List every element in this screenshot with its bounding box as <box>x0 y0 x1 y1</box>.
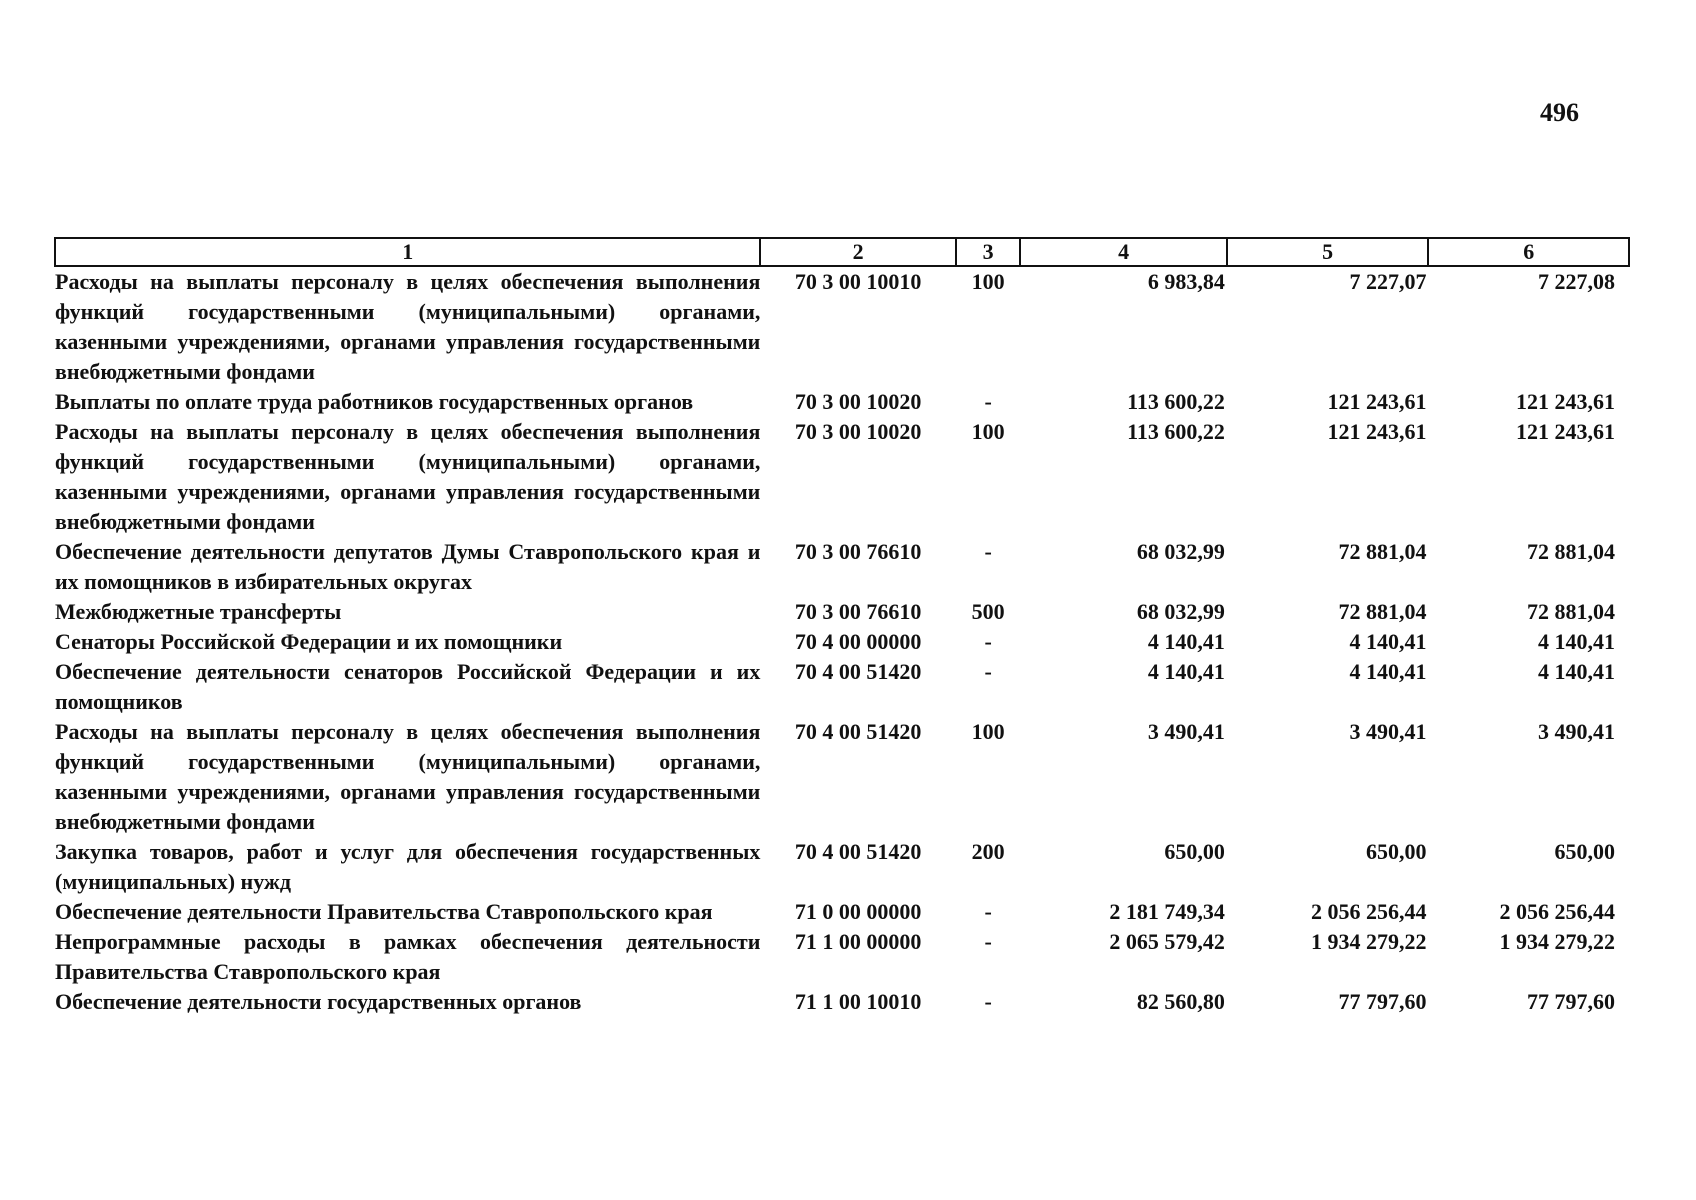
amount-col-6: 121 243,61 <box>1516 419 1615 444</box>
table-row <box>55 266 1629 387</box>
table-body <box>55 266 1629 1017</box>
amount-col-5: 4 140,41 <box>1349 659 1427 684</box>
target-article-code: 70 4 00 00000 <box>794 629 922 654</box>
table-row <box>55 537 1629 597</box>
expense-type-code: - <box>984 989 992 1014</box>
header-cell: 4 <box>1020 238 1227 266</box>
expense-name: Выплаты по оплате труда работников государственных органов <box>55 389 694 414</box>
amount-col-6: 4 140,41 <box>1538 629 1615 654</box>
amount-col-4: 113 600,22 <box>1127 389 1225 414</box>
table-row <box>55 417 1629 537</box>
expense-name: Обеспечение деятельности депутатов Думы Ставропольского края и их помощников в избирательных округах <box>55 539 761 594</box>
amount-col-5: 77 797,60 <box>1338 989 1427 1014</box>
header-cell: 2 <box>760 238 955 266</box>
expense-name: Обеспечение деятельности сенаторов Российской Федерации и их помощников <box>55 659 761 714</box>
amount-col-4: 650,00 <box>1164 839 1225 864</box>
target-article-code: 70 4 00 51420 <box>794 839 922 864</box>
expense-type-code: 100 <box>971 719 1005 744</box>
table-row <box>55 657 1629 717</box>
target-article-code: 70 3 00 76610 <box>794 599 922 624</box>
table-row <box>55 627 1629 657</box>
target-article-code: 70 3 00 10020 <box>794 419 922 444</box>
amount-col-5: 4 140,41 <box>1349 629 1427 654</box>
table-row <box>55 837 1629 897</box>
amount-col-5: 72 881,04 <box>1338 599 1427 624</box>
amount-col-4: 3 490,41 <box>1147 719 1225 744</box>
amount-col-5: 121 243,61 <box>1327 389 1427 414</box>
target-article-code: 70 4 00 51420 <box>794 719 922 744</box>
amount-col-6: 650,00 <box>1554 839 1615 864</box>
amount-col-6: 77 797,60 <box>1527 989 1615 1014</box>
amount-col-6: 121 243,61 <box>1516 389 1615 414</box>
expense-name: Закупка товаров, работ и услуг для обеспечения государственных (муниципальных) нужд <box>55 839 761 894</box>
expense-type-code: - <box>984 659 992 684</box>
table-row <box>55 927 1629 987</box>
amount-col-4: 2 181 749,34 <box>1109 899 1225 924</box>
amount-col-4: 113 600,22 <box>1127 419 1225 444</box>
expense-name: Обеспечение деятельности Правительства Ставропольского края <box>55 899 713 924</box>
table-row <box>55 597 1629 627</box>
budget-table <box>54 237 1630 1017</box>
amount-col-5: 121 243,61 <box>1327 419 1427 444</box>
amount-col-4: 82 560,80 <box>1136 989 1225 1014</box>
expense-name: Сенаторы Российской Федерации и их помощники <box>55 629 563 654</box>
target-article-code: 71 1 00 00000 <box>794 929 922 954</box>
amount-col-4: 2 065 579,42 <box>1109 929 1225 954</box>
amount-col-5: 1 934 279,22 <box>1310 929 1427 954</box>
table-row <box>55 717 1629 837</box>
amount-col-5: 2 056 256,44 <box>1310 899 1427 924</box>
amount-col-4: 4 140,41 <box>1147 659 1225 684</box>
header-row <box>55 238 1629 266</box>
amount-col-5: 72 881,04 <box>1338 539 1427 564</box>
amount-col-5: 650,00 <box>1365 839 1427 864</box>
amount-col-6: 72 881,04 <box>1527 599 1615 624</box>
target-article-code: 70 3 00 10020 <box>794 389 922 414</box>
amount-col-4: 6 983,84 <box>1147 269 1225 294</box>
expense-type-code: 200 <box>971 839 1005 864</box>
table-row <box>55 387 1629 417</box>
amount-col-4: 68 032,99 <box>1136 539 1225 564</box>
expense-type-code: 100 <box>971 419 1005 444</box>
target-article-code: 70 4 00 51420 <box>794 659 922 684</box>
expense-type-code: - <box>984 629 992 654</box>
expense-name: Обеспечение деятельности государственных органов <box>55 989 582 1014</box>
page-number: 496 <box>1540 98 1579 127</box>
expense-name: Расходы на выплаты персоналу в целях обеспечения выполнения функций государственными (муниципальными) органами, казенными учреждениями, органами управления государственными внебюджетными фондами <box>55 269 761 384</box>
amount-col-4: 4 140,41 <box>1147 629 1225 654</box>
expense-type-code: - <box>984 929 992 954</box>
amount-col-6: 4 140,41 <box>1538 659 1615 684</box>
expense-name: Непрограммные расходы в рамках обеспечения деятельности Правительства Ставропольского края <box>55 929 761 984</box>
expense-type-code: - <box>984 389 992 414</box>
target-article-code: 70 3 00 76610 <box>794 539 922 564</box>
target-article-code: 71 0 00 00000 <box>794 899 922 924</box>
header-cell: 3 <box>956 238 1020 266</box>
amount-col-6: 1 934 279,22 <box>1499 929 1615 954</box>
amount-col-4: 68 032,99 <box>1136 599 1225 624</box>
amount-col-6: 2 056 256,44 <box>1499 899 1615 924</box>
amount-col-5: 3 490,41 <box>1349 719 1427 744</box>
amount-col-6: 72 881,04 <box>1527 539 1615 564</box>
target-article-code: 71 1 00 10010 <box>794 989 922 1014</box>
expense-name: Расходы на выплаты персоналу в целях обеспечения выполнения функций государственными (муниципальными) органами, казенными учреждениями, органами управления государственными внебюджетными фондами <box>55 419 761 534</box>
expense-name: Расходы на выплаты персоналу в целях обеспечения выполнения функций государственными (муниципальными) органами, казенными учреждениями, органами управления государственными внебюджетными фондами <box>55 719 761 834</box>
table-row <box>55 897 1629 927</box>
expense-type-code: - <box>984 539 992 564</box>
header-cell: 6 <box>1428 238 1629 266</box>
table-row <box>55 987 1629 1017</box>
amount-col-6: 7 227,08 <box>1538 269 1615 294</box>
expense-type-code: - <box>984 899 992 924</box>
expense-type-code: 500 <box>971 599 1005 624</box>
expense-name: Межбюджетные трансферты <box>55 599 342 624</box>
header-cell: 1 <box>55 238 760 266</box>
amount-col-6: 3 490,41 <box>1538 719 1615 744</box>
expense-type-code: 100 <box>971 269 1005 294</box>
target-article-code: 70 3 00 10010 <box>794 269 922 294</box>
amount-col-5: 7 227,07 <box>1349 269 1427 294</box>
header-cell: 5 <box>1227 238 1429 266</box>
